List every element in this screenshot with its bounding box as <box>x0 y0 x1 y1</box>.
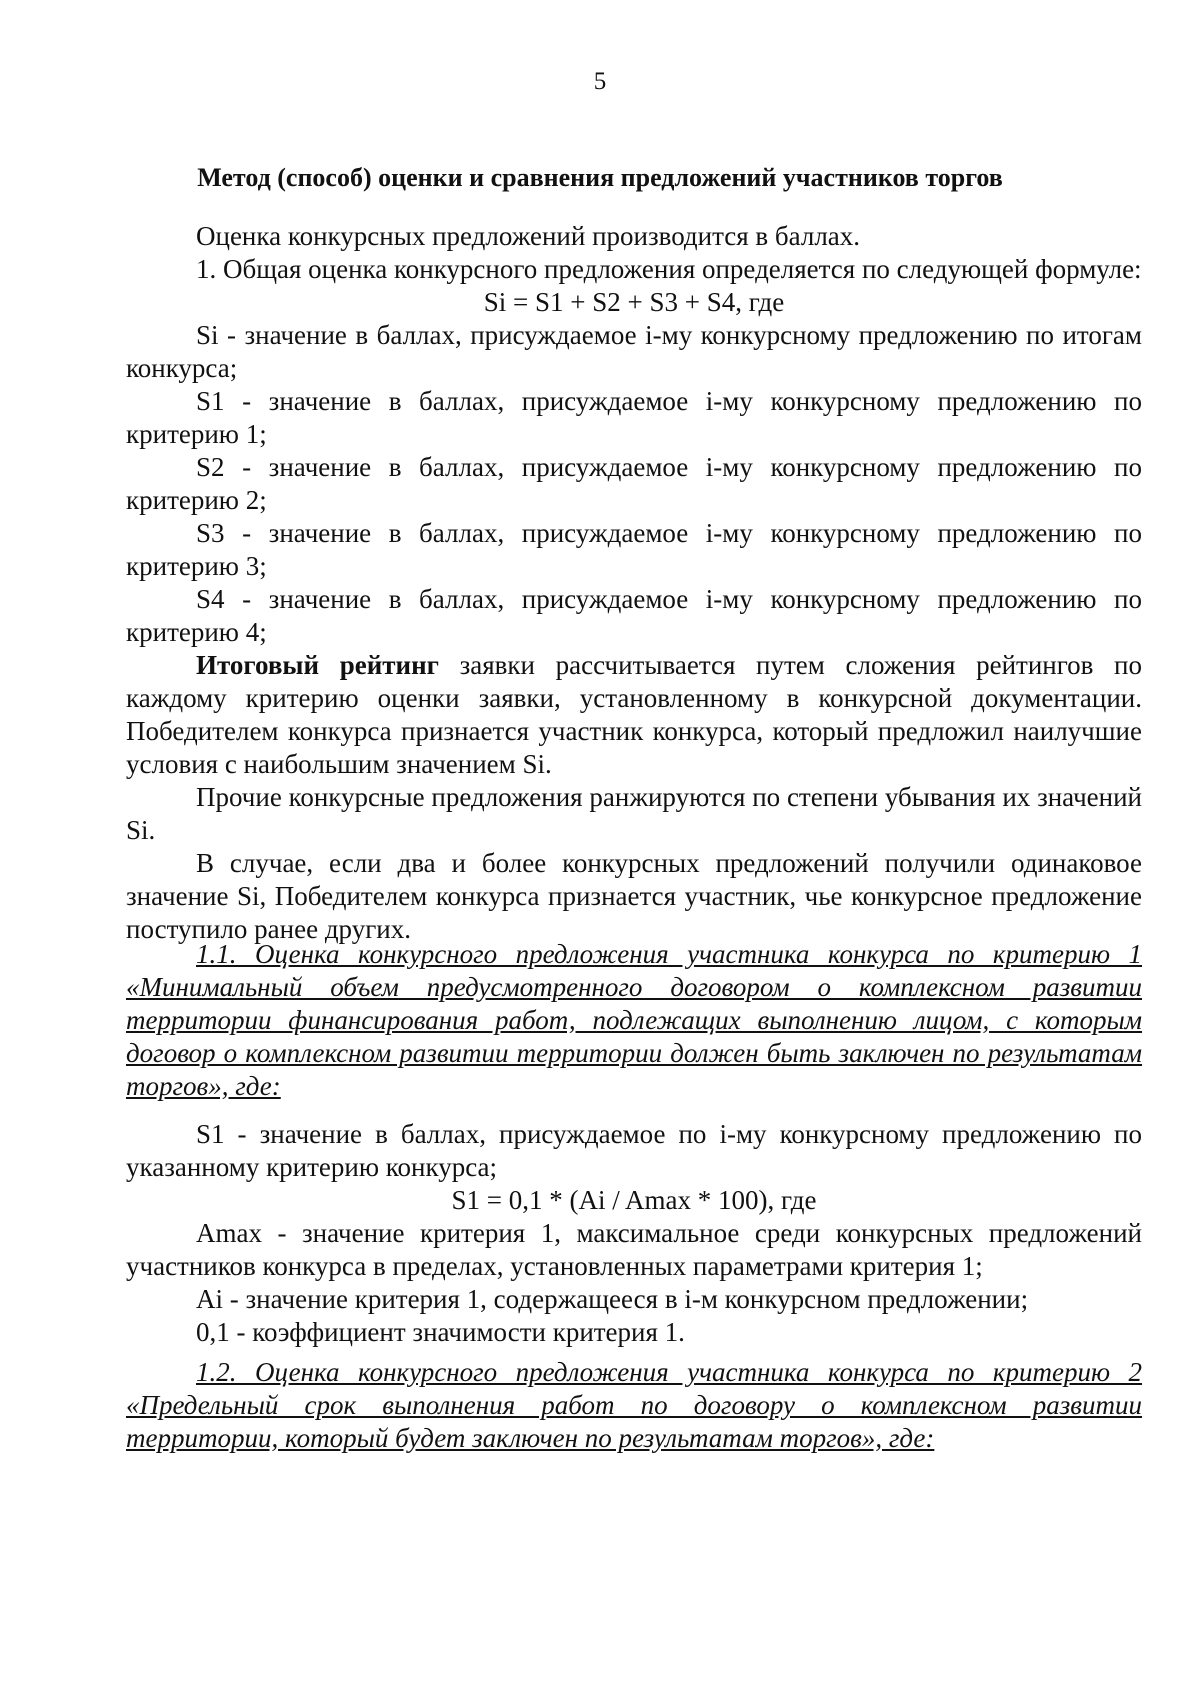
section-1-1-coefficient: 0,1 - коэффициент значимости критерия 1. <box>196 1317 685 1347</box>
rating-term: Итоговый рейтинг <box>196 650 439 680</box>
section-1-1 <box>126 938 1142 1103</box>
section-1-1-body <box>126 1118 1142 1349</box>
section-1-1-heading: 1.1. Оценка конкурсного предложения участника конкурса по критерию 1 «Минимальный объем предусмотренного договором о комплексном развитии территории финансирования работ, подлежащих выполнению лицом, с которым договор о комплексном развитии территории должен быть заключен по результатам торгов», где: <box>126 939 1142 1101</box>
definition-s2: S2 - значение в баллах, присуждаемое i-му конкурсному предложению по критерию 2; <box>126 452 1142 515</box>
section-1-1-amax: Amax - значение критерия 1, максимальное среди конкурсных предложений участников конкурса в пределах, установленных параметрами критерия 1; <box>126 1218 1142 1281</box>
section-1-2-heading: 1.2. Оценка конкурсного предложения участника конкурса по критерию 2 «Предельный срок выполнения работ по договору о комплексном развитии территории, который будет заключен по результатам торгов», где: <box>126 1357 1142 1453</box>
tie-paragraph: В случае, если два и более конкурсных предложений получили одинаковое значение Si, Победителем конкурса признается участник, чье конкурсное предложение поступило ранее других. <box>126 848 1142 944</box>
ranking-paragraph: Прочие конкурсные предложения ранжируются по степени убывания их значений Si. <box>126 782 1142 845</box>
page-number: 5 <box>593 68 607 95</box>
section-1-2 <box>126 1356 1142 1455</box>
definition-s3: S3 - значение в баллах, присуждаемое i-му конкурсному предложению по критерию 3; <box>126 518 1142 581</box>
intro-paragraph: Оценка конкурсных предложений производится в баллах. <box>196 221 861 251</box>
definition-si: Si - значение в баллах, присуждаемое i-му конкурсному предложению по итогам конкурса; <box>126 320 1142 383</box>
section-1-1-s1: S1 - значение в баллах, присуждаемое по i-му конкурсному предложению по указанному критерию конкурса; <box>126 1119 1142 1182</box>
section-1-1-ai: Ai - значение критерия 1, содержащееся в i-м конкурсном предложении; <box>196 1284 1029 1314</box>
formula-intro-paragraph: 1. Общая оценка конкурсного предложения определяется по следующей формуле: <box>196 254 1142 284</box>
definition-s4: S4 - значение в баллах, присуждаемое i-му конкурсному предложению по критерию 4; <box>126 584 1142 647</box>
definition-s1: S1 - значение в баллах, присуждаемое i-му конкурсному предложению по критерию 1; <box>126 386 1142 449</box>
section-1-1-formula: S1 = 0,1 * (Ai / Amax * 100), где <box>451 1185 817 1215</box>
main-formula: Si = S1 + S2 + S3 + S4, где <box>483 287 785 317</box>
intro-block <box>126 220 1142 946</box>
rating-paragraph <box>126 649 1142 781</box>
rating-text: заявки рассчитывается путем сложения рейтингов по каждому критерию оценки заявки, установленному в конкурсной документации. Победителем конкурса признается участник конкурса, который предложил наилучшие условия с наибольшим значением Si. <box>126 650 1142 779</box>
document-title: Метод (способ) оценки и сравнения предложений участников торгов <box>197 163 1003 192</box>
